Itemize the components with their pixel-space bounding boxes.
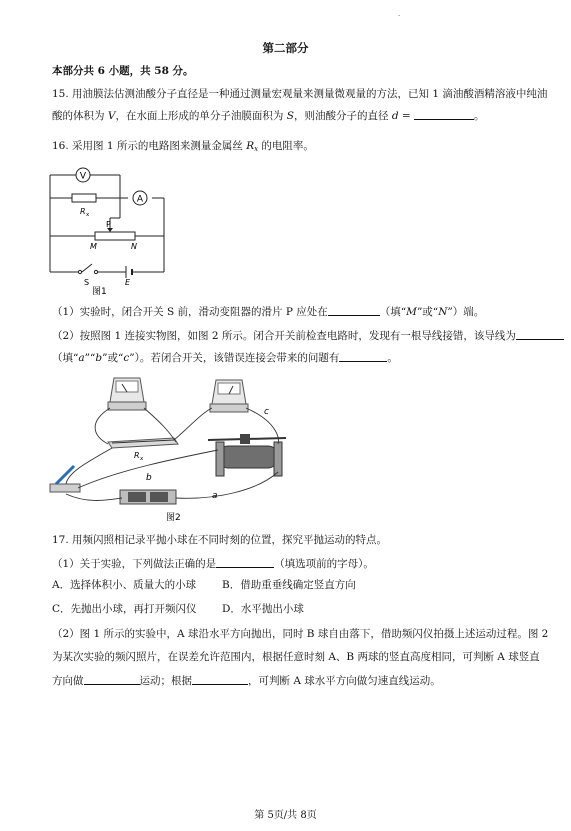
switch-contact-icon: [94, 270, 97, 273]
fig2-rx-sub-label: x: [140, 456, 144, 462]
q17-part2-line2: 为某次实验的频闪照片，在误差允许范围内，根据任意时刻 A、B 两球的竖直高度相同，可判断 A 球竖直: [52, 651, 540, 663]
switch-device-icon: [50, 466, 80, 492]
slider-p-label: P: [106, 220, 111, 229]
q17-text: 方向做: [52, 675, 84, 687]
q16-text: 。: [387, 352, 398, 364]
battery-device-icon: [120, 490, 176, 504]
q16-text: （填“: [379, 306, 407, 318]
q15-text: 酸的体积为: [52, 110, 108, 122]
q17-p2-blank2[interactable]: [192, 673, 248, 685]
opt-b: b: [95, 352, 103, 364]
q17-options-row1: [52, 578, 356, 592]
q17-p1-blank[interactable]: [216, 556, 274, 568]
q16-part2-line1: [52, 328, 564, 343]
q16-part2-line2: [52, 350, 398, 365]
var-d: d: [391, 110, 399, 122]
q16-text: （填“: [52, 352, 79, 364]
q16-text: 的电阻率。: [258, 140, 314, 152]
option-b[interactable]: B．借助重垂线确定竖直方向: [222, 579, 356, 591]
page-footer: 第 5页/共 8页: [254, 810, 317, 821]
opt-a: a: [78, 352, 85, 364]
q17-intro: 17. 用频闪照相记录平抛小球在不同时刻的位置，探究平抛运动的特点。: [52, 534, 388, 546]
q15-line1: 15. 用油膜法估测油酸分子直径是一种通过测量宏观量来测量微观量的方法，已知 1 滴油酸酒精溶液中纯油: [52, 88, 548, 100]
figure-1-caption: 图1: [92, 287, 107, 296]
rx-sub-label: x: [86, 212, 90, 218]
scan-dot: ·: [398, 12, 401, 20]
q16-text: （2）按照图 1 连接实物图，如图 2 所示。闭合开关前检查电路时，发现有一根导线接错，该导线为: [52, 330, 516, 342]
ammeter-device-icon: [210, 380, 248, 412]
section-info: 本部分共 6 小题，共 58 分。: [52, 65, 194, 77]
q17-part2-line1: （2）图 1 所示的实验中，A 球沿水平方向抛出，同时 B 球自由落下，借助频闪仪拍摄上述运动过程。图 2: [52, 628, 549, 640]
option-c[interactable]: C．先抛出小球，再打开频闪仪: [52, 603, 197, 615]
voltmeter-label: V: [79, 171, 87, 182]
q16-text: ”或“: [416, 306, 439, 318]
wire-b-label: b: [146, 473, 152, 483]
q16-text: ”“: [84, 352, 96, 364]
section-title: 第二部分: [262, 41, 309, 55]
opt-N: N: [438, 306, 448, 318]
var-V: V: [107, 110, 116, 122]
q16-text: ”或“: [102, 352, 124, 364]
q17-p2-blank1[interactable]: [84, 673, 140, 685]
q16-part1: [52, 304, 484, 319]
q17-text: ，可判断 A 球水平方向做匀速直线运动。: [248, 675, 441, 687]
figure-1-circuit: [40, 160, 170, 296]
q16-text: （1）实验时，闭合开关 S 前，滑动变阻器的滑片 P 应处在: [52, 306, 328, 318]
q17-options-row2: [52, 602, 304, 616]
q17-text: 运动；根据: [139, 675, 192, 687]
q16-p2-blank1[interactable]: [516, 328, 564, 340]
option-d[interactable]: D．水平抛出小球: [222, 603, 304, 615]
figure-2-caption: 图2: [166, 513, 181, 523]
q16-p2-blank2[interactable]: [339, 350, 387, 362]
q16-text: ”）端。: [447, 306, 485, 318]
q17-part1: [52, 556, 374, 571]
q15-end: 。: [474, 110, 485, 122]
q16-text: ”）。若闭合开关，该错误连接会带来的问题有: [129, 352, 340, 364]
var-R-sub: x: [254, 145, 259, 153]
q16-text: 16. 采用图 1 所示的电路图来测量金属丝: [52, 140, 247, 152]
option-a[interactable]: A．选择体积小、质量大的小球: [52, 579, 197, 591]
voltmeter-device-icon: [108, 378, 146, 410]
opt-M: M: [406, 306, 417, 318]
rheostat-device-icon: [208, 434, 286, 476]
end-m-label: M: [90, 242, 97, 251]
opt-c: c: [123, 352, 130, 364]
ammeter-label: A: [136, 194, 144, 205]
rheostat-icon: [95, 232, 135, 240]
fig2-rx-label: R: [134, 451, 140, 460]
resistor-rx-icon: [72, 194, 96, 202]
rx-label: R: [80, 207, 86, 216]
switch-label: S: [84, 278, 90, 287]
q15-text: ，则油酸分子的直径: [293, 110, 392, 122]
q17-part2-line3: [52, 673, 441, 688]
wire-c-label: c: [264, 407, 269, 417]
q15-line2: [52, 108, 485, 123]
q15-text: =: [398, 110, 411, 122]
resistor-wire-board-icon: [108, 438, 178, 448]
q16-intro: [52, 139, 314, 156]
wire-a-label: a: [212, 491, 218, 501]
q15-answer-blank[interactable]: [414, 108, 474, 120]
switch-contact-icon: [78, 270, 81, 273]
q15-text: ，在水面上形成的单分子油膜面积为: [115, 110, 287, 122]
q16-p1-blank[interactable]: [328, 304, 380, 316]
wire-a: [176, 472, 278, 498]
end-n-label: N: [131, 242, 137, 251]
figure-2-apparatus: [48, 372, 318, 524]
var-S: S: [286, 110, 294, 122]
var-R: R: [246, 140, 255, 152]
q17-text: （1）关于实验，下列做法正确的是: [52, 558, 217, 570]
q17-text: （填选项前的字母）。: [274, 558, 374, 570]
battery-label: E: [125, 278, 131, 287]
